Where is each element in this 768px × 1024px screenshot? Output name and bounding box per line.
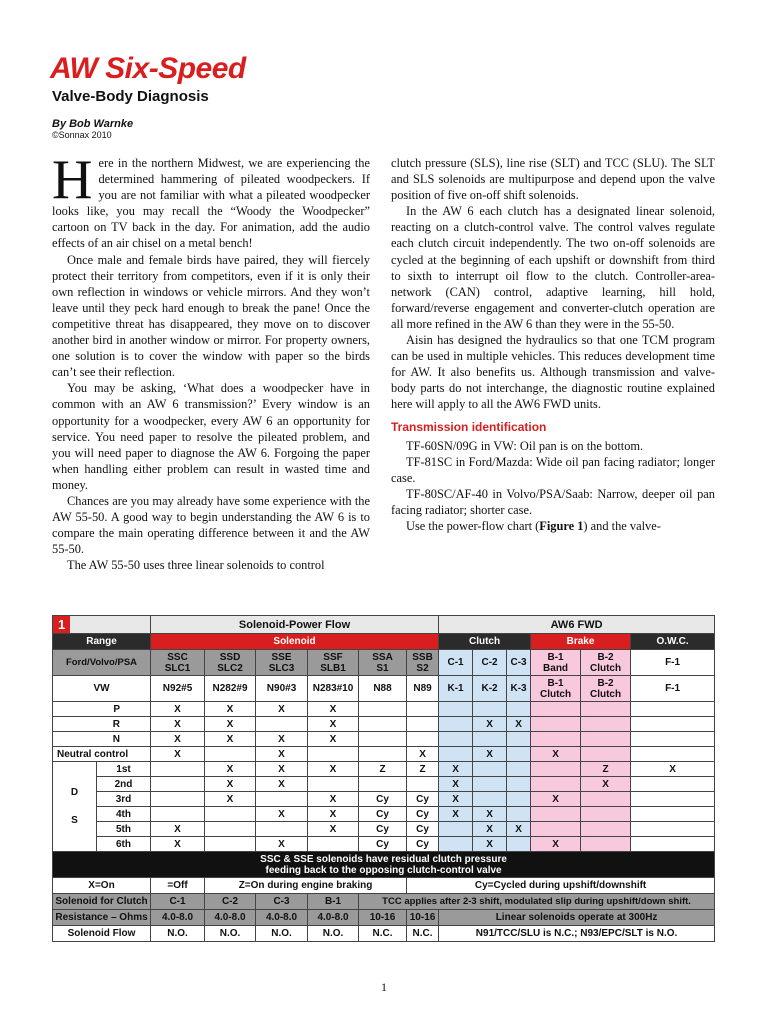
state-cell <box>256 822 308 837</box>
state-cell <box>359 702 407 717</box>
state-cell: Cy <box>407 807 439 822</box>
solenoid-clutch-value: C-3 <box>256 894 308 910</box>
state-cell: X <box>631 762 715 777</box>
solenoid-name: SSE SLC3 <box>256 650 308 676</box>
table-row <box>53 894 715 910</box>
solenoid-flow-label: Solenoid Flow <box>53 926 151 942</box>
state-cell: X <box>308 822 359 837</box>
state-cell: X <box>151 717 205 732</box>
state-cell <box>473 792 507 807</box>
table-row <box>53 822 715 837</box>
state-cell: X <box>473 747 507 762</box>
table-row <box>53 702 715 717</box>
state-cell: X <box>205 792 256 807</box>
state-cell <box>308 747 359 762</box>
solenoid-name: SSD SLC2 <box>205 650 256 676</box>
state-cell: X <box>473 837 507 852</box>
state-cell <box>308 837 359 852</box>
state-cell: Cy <box>359 837 407 852</box>
state-cell <box>531 777 581 792</box>
state-cell: X <box>308 762 359 777</box>
state-cell <box>631 807 715 822</box>
state-cell <box>631 822 715 837</box>
paragraph: In the AW 6 each clutch has a designated linear solenoid, reacting on a clutch-control valve. The control valves regulate each clutch circuit independently. The two on-off solenoids are cycled at the beginning of each upshift or downshift from third to sixth to interrupt oil flow to the clutch. Controller-area-network (CAN) control, adaptive learning, hill hold, forward/reverse engagement and converter-clutch operation are all more refined in the AW 6 than they were in the 55-50. <box>391 204 715 331</box>
page-number: 1 <box>381 980 387 994</box>
paragraph: TF-60SN/09G in VW: Oil pan is on the bottom. <box>406 438 644 453</box>
state-cell: X <box>308 717 359 732</box>
state-cell: X <box>531 747 581 762</box>
state-cell: X <box>151 702 205 717</box>
state-cell: X <box>256 762 308 777</box>
state-cell: X <box>439 777 473 792</box>
article-title: AW Six-Speed <box>50 52 246 85</box>
state-cell <box>407 732 439 747</box>
solenoid-clutch-value: B-1 <box>308 894 359 910</box>
section-heading: Transmission identification <box>391 419 547 434</box>
solenoid-name: N90#3 <box>256 676 308 702</box>
paragraph: TF-80SC/AF-40 in Volvo/PSA/Saab: Narrow, deeper oil pan facing radiator; shorter case. <box>391 486 715 517</box>
state-cell <box>407 717 439 732</box>
table-row <box>53 777 715 792</box>
state-cell: Cy <box>359 792 407 807</box>
solenoid-name: SSC SLC1 <box>151 650 205 676</box>
tcc-note: TCC applies after 2-3 shift, modulated slip during upshift/down shift. <box>359 894 715 910</box>
state-cell <box>473 777 507 792</box>
range-label: P <box>53 702 151 717</box>
brake-name: B-1 Clutch <box>531 676 581 702</box>
state-cell: X <box>473 717 507 732</box>
state-cell <box>205 747 256 762</box>
clutch-name: C-2 <box>473 650 507 676</box>
state-cell: X <box>205 702 256 717</box>
frequency-note: Linear solenoids operate at 300Hz <box>439 910 715 926</box>
state-cell <box>407 777 439 792</box>
resistance-value: 4.0-8.0 <box>151 910 205 926</box>
gear-label: 6th <box>97 837 151 852</box>
state-cell: X <box>308 807 359 822</box>
table-row <box>53 926 715 942</box>
state-cell <box>507 792 531 807</box>
state-cell <box>631 792 715 807</box>
clutch-name: K-2 <box>473 676 507 702</box>
brake-header: Brake <box>531 634 631 650</box>
state-cell <box>151 777 205 792</box>
table-row <box>53 650 715 676</box>
state-cell <box>631 777 715 792</box>
gear-label: 1st <box>97 762 151 777</box>
state-cell <box>531 702 581 717</box>
state-cell <box>256 792 308 807</box>
state-cell <box>581 792 631 807</box>
state-cell <box>581 837 631 852</box>
state-cell: X <box>308 792 359 807</box>
clutch-name: C-3 <box>507 650 531 676</box>
state-cell: Cy <box>359 822 407 837</box>
legend-on: X=On <box>53 878 151 894</box>
state-cell: X <box>308 702 359 717</box>
solenoid-flow-value: N.O. <box>308 926 359 942</box>
state-cell <box>531 807 581 822</box>
state-cell <box>631 732 715 747</box>
resistance-value: 10-16 <box>359 910 407 926</box>
paragraph: Aisin has designed the hydraulics so that one TCM program can be used in multiple vehicles. This reduces development time for AW. It also benefits us. Although transmission and valve-body parts do not interchange, the diagnostic routine explained here will apply to all the AW6 FWD units. <box>391 333 715 412</box>
byline: By Bob Warnke <box>52 118 134 130</box>
state-cell <box>507 837 531 852</box>
legend-off: =Off <box>151 878 205 894</box>
solenoid-header: Solenoid <box>151 634 439 650</box>
residual-pressure-note: SSC & SSE solenoids have residual clutch pressure feeding back to the opposing clutch-control valve <box>53 852 715 878</box>
state-cell <box>439 717 473 732</box>
state-cell <box>308 777 359 792</box>
state-cell: X <box>308 732 359 747</box>
paragraph: Once male and female birds have paired, they will fiercely protect their territory from competitors, even if it is only their own reflection in windows or vehicle mirrors. And they won’t leave until they peck hard enough to break the pane! Once the competitive threat has disappeared, they move on to discover another bird in another window or mirror. For property owners, one solution is to cover the window with paper so the birds can’t see their reflection. <box>52 252 370 380</box>
state-cell: Cy <box>359 807 407 822</box>
state-cell: X <box>256 777 308 792</box>
state-cell <box>205 807 256 822</box>
state-cell <box>531 717 581 732</box>
paragraph: Here in the northern Midwest, we are experiencing the determined hammering of pileated woodpeckers. If you are not familiar with what a pileated woodpecker looks like, you may recall the “Woody the Woodpecker” cartoon on TV back in the day. For animation, add the audio effects of an air chisel on a metal bench! <box>52 149 370 251</box>
state-cell <box>205 837 256 852</box>
article-subtitle: Valve-Body Diagnosis <box>52 88 209 105</box>
state-cell <box>581 702 631 717</box>
drop-cap: H <box>52 149 93 211</box>
state-cell <box>473 702 507 717</box>
owc-name: F-1 <box>631 676 715 702</box>
state-cell: Z <box>359 762 407 777</box>
solenoid-clutch-value: C-2 <box>205 894 256 910</box>
solenoid-flow-value: N.O. <box>256 926 308 942</box>
state-cell: X <box>151 822 205 837</box>
state-cell <box>631 747 715 762</box>
figure-title-left <box>53 616 151 634</box>
state-cell: X <box>473 807 507 822</box>
clutch-name: C-1 <box>439 650 473 676</box>
gear-label: 4th <box>97 807 151 822</box>
figure-1-table <box>52 615 714 942</box>
state-cell: Cy <box>407 837 439 852</box>
state-cell <box>359 777 407 792</box>
state-cell <box>507 777 531 792</box>
state-cell: Z <box>581 762 631 777</box>
state-cell: X <box>439 762 473 777</box>
state-cell: X <box>256 702 308 717</box>
state-cell <box>256 717 308 732</box>
state-cell <box>507 702 531 717</box>
solenoid-for-clutch-label: Solenoid for Clutch <box>53 894 151 910</box>
state-cell <box>359 717 407 732</box>
state-cell <box>359 747 407 762</box>
owc-header: O.W.C. <box>631 634 715 650</box>
state-cell <box>439 747 473 762</box>
state-cell: Z <box>407 762 439 777</box>
solenoid-name: SSB S2 <box>407 650 439 676</box>
state-cell: X <box>256 732 308 747</box>
solenoid-flow-value: N.O. <box>205 926 256 942</box>
gear-label: 3rd <box>97 792 151 807</box>
table-row <box>53 634 715 650</box>
range-label: N <box>53 732 151 747</box>
legend-engine-braking: Z=On during engine braking <box>205 878 407 894</box>
state-cell: X <box>507 717 531 732</box>
copyright: ©Sonnax 2010 <box>52 130 112 140</box>
gear-label: 5th <box>97 822 151 837</box>
table-row <box>53 910 715 926</box>
range-label: Neutral control <box>53 747 151 762</box>
state-cell <box>531 762 581 777</box>
state-cell <box>631 837 715 852</box>
state-cell <box>359 732 407 747</box>
state-cell <box>581 732 631 747</box>
state-cell: X <box>439 792 473 807</box>
state-cell <box>581 822 631 837</box>
state-cell: X <box>205 717 256 732</box>
solenoid-flow-value: N.C. <box>407 926 439 942</box>
table-row <box>53 747 715 762</box>
paragraph: You may be asking, ‘What does a woodpecker have in common with an AW 6 transmission?’ Every window is an opportunity for a woodpecker, every AW 6 an opportunity for service. You need paper to resolve the pileated problem, and you will need paper to diagnose the AW 6. Forgoing the paper when handling either problem can result in wasted time and money. <box>52 381 370 492</box>
table-row <box>53 837 715 852</box>
state-cell: X <box>256 747 308 762</box>
state-cell: X <box>473 822 507 837</box>
state-cell: X <box>531 792 581 807</box>
state-cell <box>439 822 473 837</box>
table-row <box>53 762 715 777</box>
gear-label: 2nd <box>97 777 151 792</box>
brake-name: B-1 Band <box>531 650 581 676</box>
state-cell: X <box>151 837 205 852</box>
table-row <box>53 878 715 894</box>
state-cell: X <box>439 807 473 822</box>
state-cell <box>151 792 205 807</box>
state-cell: X <box>531 837 581 852</box>
resistance-value: 4.0-8.0 <box>205 910 256 926</box>
state-cell: Cy <box>407 792 439 807</box>
state-cell <box>205 822 256 837</box>
state-cell <box>631 717 715 732</box>
state-cell: X <box>407 747 439 762</box>
state-cell <box>473 762 507 777</box>
brake-name: B-2 Clutch <box>581 650 631 676</box>
state-cell <box>151 762 205 777</box>
state-cell: X <box>205 732 256 747</box>
legend-cycled: Cy=Cycled during upshift/downshift <box>407 878 715 894</box>
paragraph: Chances are you may already have some experience with the AW 55-50. A good way to begin understanding the AW 6 is to compare the main operating difference between it and the AW 55-50. <box>52 493 370 557</box>
clutch-name: K-1 <box>439 676 473 702</box>
state-cell: X <box>205 762 256 777</box>
paragraph: The AW 55-50 uses three linear solenoids to control <box>67 558 325 573</box>
table-row <box>53 676 715 702</box>
state-cell <box>581 717 631 732</box>
state-cell <box>151 807 205 822</box>
article-column-2 <box>391 155 715 534</box>
range-header: Range <box>53 634 151 650</box>
figure-number: 1 <box>53 616 70 633</box>
state-cell: X <box>151 747 205 762</box>
paragraph: TF-81SC in Ford/Mazda: Wide oil pan facing radiator; longer case. <box>391 454 715 485</box>
state-cell <box>507 747 531 762</box>
solenoid-flow-value: N.O. <box>151 926 205 942</box>
state-cell <box>631 702 715 717</box>
table-row <box>53 717 715 732</box>
resistance-value: 4.0-8.0 <box>256 910 308 926</box>
state-cell: X <box>256 807 308 822</box>
state-cell <box>507 762 531 777</box>
solenoid-flow-value: N.C. <box>359 926 407 942</box>
table-row <box>53 732 715 747</box>
state-cell <box>531 732 581 747</box>
state-cell: X <box>205 777 256 792</box>
state-cell <box>439 837 473 852</box>
solenoid-name: N282#9 <box>205 676 256 702</box>
table-row <box>53 852 715 878</box>
state-cell <box>581 807 631 822</box>
solenoid-name: SSA S1 <box>359 650 407 676</box>
state-cell <box>439 732 473 747</box>
state-cell <box>507 732 531 747</box>
solenoid-name: N283#10 <box>308 676 359 702</box>
table-row <box>53 807 715 822</box>
resistance-value: 4.0-8.0 <box>308 910 359 926</box>
state-cell <box>531 822 581 837</box>
resistance-value: 10-16 <box>407 910 439 926</box>
table-row <box>53 616 715 634</box>
figure-reference: Figure 1 <box>539 519 584 534</box>
clutch-name: K-3 <box>507 676 531 702</box>
state-cell <box>439 702 473 717</box>
solenoid-clutch-value: C-1 <box>151 894 205 910</box>
state-cell <box>507 807 531 822</box>
vw-label: VW <box>53 676 151 702</box>
solenoid-name: SSF SLB1 <box>308 650 359 676</box>
resistance-label: Resistance – Ohms <box>53 910 151 926</box>
state-cell: X <box>507 822 531 837</box>
solenoid-power-flow-table <box>52 615 715 942</box>
drive-sport-label: D S <box>53 762 97 852</box>
clutch-header: Clutch <box>439 634 531 650</box>
ford-volvo-psa-label: Ford/Volvo/PSA <box>53 650 151 676</box>
state-cell <box>581 747 631 762</box>
flow-note: N91/TCC/SLU is N.C.; N93/EPC/SLT is N.O. <box>439 926 715 942</box>
brake-name: B-2 Clutch <box>581 676 631 702</box>
state-cell: X <box>151 732 205 747</box>
table-row <box>53 792 715 807</box>
paragraph: clutch pressure (SLS), line rise (SLT) and TCC (SLU). The SLT and SLS solenoids are multipurpose and depend upon the valve position of five on-off shift solenoids. <box>391 156 715 203</box>
state-cell <box>407 702 439 717</box>
range-label: R <box>53 717 151 732</box>
paragraph: Use the power-flow chart (Figure 1) and the valve- <box>406 519 661 534</box>
solenoid-name: N88 <box>359 676 407 702</box>
state-cell: Cy <box>407 822 439 837</box>
solenoid-name: N89 <box>407 676 439 702</box>
solenoid-name: N92#5 <box>151 676 205 702</box>
state-cell <box>473 732 507 747</box>
figure-title-right: AW6 FWD <box>439 616 715 634</box>
state-cell: X <box>581 777 631 792</box>
figure-title: Solenoid-Power Flow <box>151 616 439 634</box>
owc-name: F-1 <box>631 650 715 676</box>
state-cell: X <box>256 837 308 852</box>
article-column-1 <box>52 149 370 573</box>
